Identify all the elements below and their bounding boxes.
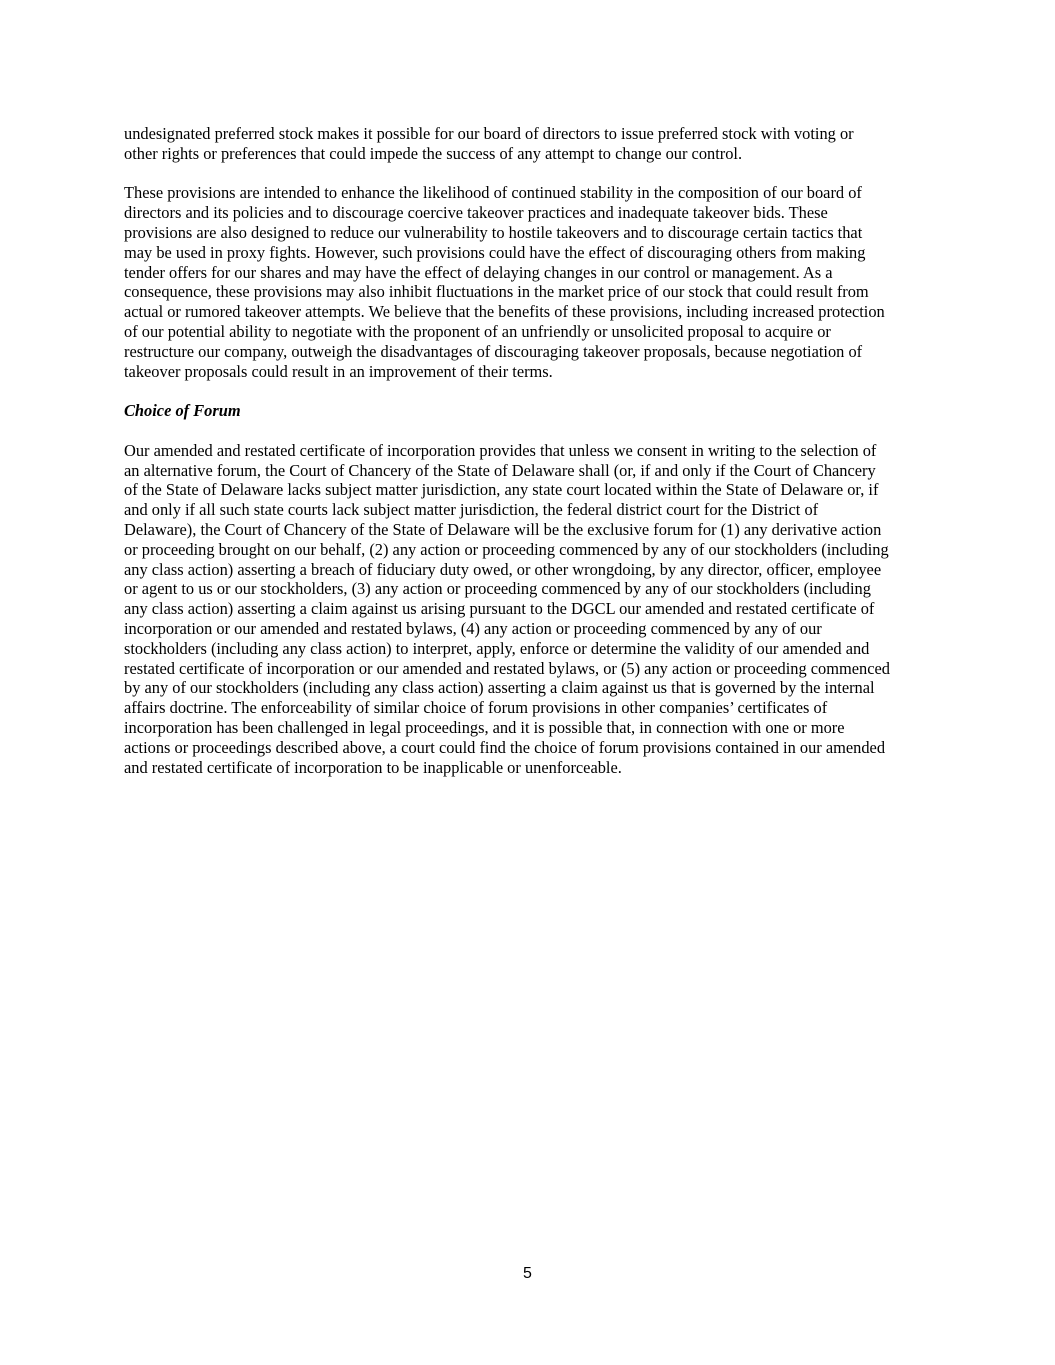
text-line: provisions are also designed to reduce our vulnerability to hostile takeovers and to discourage certain tactics that xyxy=(124,222,863,242)
page-number: 5 xyxy=(523,1265,532,1282)
text-line: or proceeding brought on our behalf, (2) any action or proceeding commenced by any of our stockholders (including xyxy=(124,539,889,559)
text-line: of our potential ability to negotiate with the proponent of an unfriendly or unsolicited proposal to acquire or xyxy=(124,321,831,341)
text-line: other rights or preferences that could impede the success of any attempt to change our control. xyxy=(124,143,743,163)
text-line: takeover proposals could result in an improvement of their terms. xyxy=(124,361,553,381)
text-line: and only if all such state courts lack subject matter jurisdiction, the federal district court for the District of xyxy=(124,500,819,520)
text-line: and restated certificate of incorporation to be inapplicable or unenforceable. xyxy=(124,757,622,777)
paragraph-choice-of-forum xyxy=(124,441,936,778)
text-line: by any of our stockholders (including any class action) asserting a claim against us that is governed by the internal xyxy=(124,678,875,698)
text-line: of the State of Delaware lacks subject matter jurisdiction, any state court located within the State of Delaware or, if xyxy=(124,480,879,500)
text-line: restated certificate of incorporation or our amended and restated bylaws, or (5) any action or proceeding commenced xyxy=(124,658,890,678)
paragraph-anti-takeover-provisions xyxy=(124,183,936,381)
text-line: may be used in proxy fights. However, such provisions could have the effect of discouraging others from making xyxy=(124,242,866,262)
text-line: Delaware), the Court of Chancery of the State of Delaware will be the exclusive forum for (1) any derivative action xyxy=(124,519,882,539)
text-line: tender offers for our shares and may have the effect of delaying changes in our control or management. As a xyxy=(124,262,833,282)
document-body xyxy=(124,124,936,797)
text-line: affairs doctrine. The enforceability of similar choice of forum provisions in other companies’ certificates of xyxy=(124,698,828,718)
text-line: actual or rumored takeover attempts. We believe that the benefits of these provisions, including increased protection xyxy=(124,302,885,322)
text-line: actions or proceedings described above, a court could find the choice of forum provisions contained in our amended xyxy=(124,737,886,757)
text-line: an alternative forum, the Court of Chancery of the State of Delaware shall (or, if and only if the Court of Chancery xyxy=(124,460,876,480)
text-line: undesignated preferred stock makes it possible for our board of directors to issue preferred stock with voting or xyxy=(124,124,854,143)
section-heading-choice-of-forum: Choice of Forum xyxy=(124,401,241,421)
text-line: restructure our company, outweigh the disadvantages of discouraging takeover proposals, because negotiation of xyxy=(124,341,863,361)
text-line: consequence, these provisions may also inhibit fluctuations in the market price of our stock that could result from xyxy=(124,282,869,302)
paragraph-preferred-stock xyxy=(124,124,936,164)
text-line: directors and its policies and to discourage coercive takeover practices and inadequate takeover bids. These xyxy=(124,203,828,223)
text-line: any class action) asserting a breach of fiduciary duty owed, or other wrongdoing, by any director, officer, employee xyxy=(124,559,882,579)
text-line: stockholders (including any class action) to interpret, apply, enforce or determine the validity of our amended and xyxy=(124,638,870,658)
text-line: any class action) asserting a claim against us arising pursuant to the DGCL our amended and restated certificate of xyxy=(124,599,875,619)
text-line: Our amended and restated certificate of incorporation provides that unless we consent in writing to the selection of xyxy=(124,440,877,460)
text-line: These provisions are intended to enhance the likelihood of continued stability in the composition of our board of xyxy=(124,183,862,203)
text-line: incorporation has been challenged in legal proceedings, and it is possible that, in connection with one or more xyxy=(124,717,845,737)
text-line: incorporation or our amended and restated bylaws, (4) any action or proceeding commenced by any of our xyxy=(124,618,822,638)
text-line: or agent to us or our stockholders, (3) any action or proceeding commenced by any of our stockholders (including xyxy=(124,579,871,599)
